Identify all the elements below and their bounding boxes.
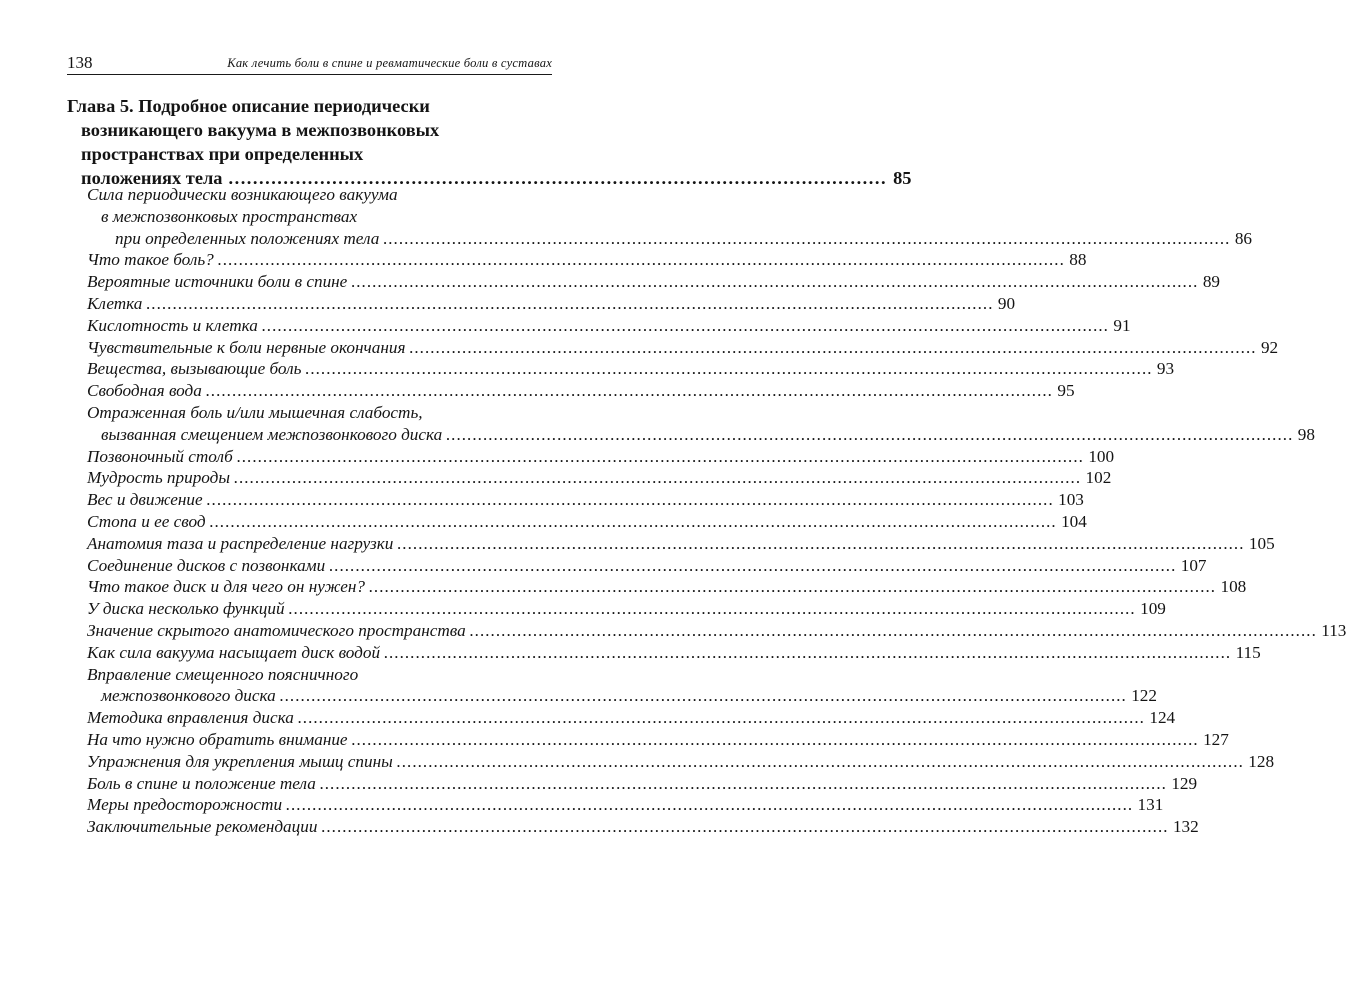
toc-entry-title: Отраженная боль и/или мышечная слабость, [87, 402, 423, 422]
dot-leader: ................................................................................................................................................................ [279, 686, 1128, 706]
running-header [67, 52, 552, 75]
toc-entry-line [87, 707, 1176, 729]
dot-leader: ................................................................................................................................................................ [217, 250, 1066, 270]
toc-entry-title: Стопа и ее свод [87, 511, 206, 531]
toc-page-number: 127 [1203, 729, 1229, 749]
toc-entry-line [87, 446, 1115, 468]
toc-entry-line [87, 293, 1016, 315]
table-of-contents [87, 184, 1346, 838]
dot-leader: ................................................................................................................................................................ [409, 337, 1257, 357]
toc-entry-title: Заключительные рекомендации [87, 817, 318, 837]
toc-page-number: 100 [1088, 446, 1115, 466]
toc-entry [87, 664, 1157, 708]
toc-entry-line [87, 664, 529, 686]
toc-entry-title: Как сила вакуума насыщает диск водой [87, 642, 381, 662]
toc-entry-title: Вероятные источники боли в спине [87, 272, 348, 292]
toc-entry-line [87, 816, 1199, 838]
toc-entry [87, 816, 1199, 838]
toc-page-number: 108 [1220, 577, 1247, 597]
toc-entry-title: Что такое боль? [87, 250, 214, 270]
toc-entry-line [87, 337, 1279, 359]
toc-entry-title: Упражнения для укрепления мышц спины [87, 751, 393, 771]
toc-entry-title: Боль в спине и положение тела [87, 773, 316, 793]
toc-page-number: 104 [1061, 511, 1087, 531]
toc-page-number: 91 [1113, 315, 1131, 335]
toc-page-number: 129 [1171, 773, 1198, 793]
toc-entry [87, 642, 1261, 664]
dot-leader: ................................................................................................................................................................ [305, 359, 1153, 379]
toc-entry-title: Вправление смещенного поясничного [87, 664, 359, 684]
dot-leader: ................................................................................................................................................................ [206, 490, 1055, 510]
toc-entry-title: Вес и движение [87, 490, 203, 510]
toc-page-number: 132 [1172, 817, 1199, 837]
chapter-title-line: возникающего вакуума в межпозвонковых [81, 120, 440, 140]
toc-entry [87, 315, 1131, 337]
chapter-title-line: пространствах при определенных [81, 144, 364, 164]
toc-entry-line [87, 402, 529, 424]
toc-entry-line [87, 271, 1220, 293]
dot-leader: ................................................................................................................................................................ [383, 228, 1231, 248]
toc-entry-title: У диска несколько функций [87, 599, 285, 619]
toc-entry-line [87, 467, 1112, 489]
toc-entry-title: Свободная вода [87, 381, 202, 401]
toc-entry-title: Анатомия таза и распределение нагрузки [87, 533, 394, 553]
toc-entry-line [87, 576, 1247, 598]
toc-entry-line [87, 249, 1087, 271]
toc-entry [87, 620, 1346, 642]
toc-page-number: 90 [997, 293, 1016, 313]
toc-entry-line [87, 598, 1166, 620]
dot-leader: ................................................................................................................................................................ [236, 446, 1085, 466]
toc-entry-title: в межпозвонковых пространствах [101, 206, 358, 226]
dot-leader: ................................................................................................................................................................ [205, 381, 1054, 401]
toc-entry [87, 293, 1016, 315]
toc-entry-title: Методика вправления диска [87, 708, 294, 728]
toc-entry [87, 729, 1229, 751]
toc-page-number: 109 [1140, 599, 1166, 619]
toc-entry-line [87, 228, 1252, 250]
toc-page-number: 128 [1248, 751, 1275, 771]
toc-entry-title: Что такое диск и для чего он нужен? [87, 577, 365, 597]
toc-entry-line [87, 380, 1075, 402]
toc-entry-line [87, 206, 529, 228]
toc-page-number: 131 [1137, 795, 1164, 815]
toc-entry-line [87, 773, 1198, 795]
toc-entry [87, 598, 1166, 620]
toc-entry [87, 402, 1315, 446]
dot-leader: ................................................................................................................................................................ [351, 272, 1199, 292]
toc-entry-line [87, 751, 1275, 773]
toc-page-number: 88 [1069, 250, 1087, 270]
toc-entry-title: Вещества, вызывающие боль [87, 359, 302, 379]
dot-leader: ................................................................................................................................................................ [351, 729, 1200, 749]
toc-entry [87, 446, 1115, 468]
toc-page-number: 107 [1180, 555, 1207, 575]
toc-entry-title: На что нужно обратить внимание [87, 729, 348, 749]
dot-leader: ................................................................................................................................................................ [319, 773, 1168, 793]
toc-entry [87, 249, 1087, 271]
dot-leader: ................................................................................................................................................................ [368, 577, 1217, 597]
toc-entry [87, 337, 1279, 359]
toc-entry-line [87, 620, 1346, 642]
dot-leader: ................................................................................................................................................................ [329, 555, 1177, 575]
toc-entry-title: Мудрость природы [87, 468, 231, 488]
toc-entry [87, 794, 1164, 816]
chapter-page-number: 85 [893, 168, 912, 188]
toc-entry-title: межпозвонкового диска [101, 686, 276, 706]
dot-leader: ................................................................................................................................................................ [469, 620, 1318, 640]
toc-entry [87, 707, 1176, 729]
toc-page-number: 95 [1057, 381, 1075, 401]
toc-page-number: 115 [1235, 642, 1261, 662]
dot-leader: ................................................................................................................................................................ [209, 511, 1058, 531]
toc-entry [87, 555, 1207, 577]
toc-entry [87, 489, 1084, 511]
dot-leader: ................................................................................................................................................................ [297, 708, 1146, 728]
toc-entry-line [87, 794, 1164, 816]
toc-entry-line [87, 184, 529, 206]
chapter-title-line: положениях тела [81, 168, 223, 188]
toc-entry [87, 751, 1275, 773]
toc-entry [87, 576, 1247, 598]
toc-page-number: 113 [1321, 620, 1346, 640]
toc-entry-title: при определенных положениях тела [115, 228, 380, 248]
toc-entry-line [87, 511, 1087, 533]
dot-leader: ............................................................................................................ [228, 168, 888, 188]
toc-entry [87, 271, 1220, 293]
toc-entry [87, 533, 1275, 555]
toc-entry [87, 184, 1252, 249]
toc-entry-line [87, 489, 1084, 511]
toc-entry-title: Кислотность и клетка [87, 315, 258, 335]
toc-page-number: 92 [1260, 337, 1279, 357]
toc-entry-title: Клетка [87, 293, 143, 313]
dot-leader: ................................................................................................................................................................ [146, 293, 994, 313]
toc-entry-line [87, 315, 1131, 337]
toc-page-number: 89 [1202, 272, 1220, 292]
dot-leader: ................................................................................................................................................................ [384, 642, 1232, 662]
toc-page-number: 103 [1058, 490, 1084, 510]
toc-entry-line [87, 642, 1261, 664]
toc-entry [87, 511, 1087, 533]
toc-entry-line [87, 729, 1229, 751]
toc-entry-title: Значение скрытого анатомического пространства [87, 620, 466, 640]
running-title: Как лечить боли в спине и ревматические боли в суставах [227, 56, 552, 70]
toc-entry [87, 358, 1175, 380]
toc-entry-title: Сила периодически возникающего вакуума [87, 185, 398, 204]
toc-page-number: 105 [1248, 533, 1275, 553]
toc-page-number: 98 [1297, 424, 1315, 444]
dot-leader: ................................................................................................................................................................ [261, 315, 1110, 335]
toc-entry [87, 467, 1112, 489]
toc-page-number: 124 [1149, 708, 1176, 728]
toc-entry-title: Чувствительные к боли нервные окончания [87, 337, 406, 357]
dot-leader: ................................................................................................................................................................ [397, 533, 1245, 553]
toc-entry [87, 773, 1198, 795]
toc-entry-line [87, 358, 1175, 380]
toc-page-number: 93 [1156, 359, 1175, 379]
toc-entry-line [87, 555, 1207, 577]
toc-page-number: 102 [1085, 468, 1112, 488]
toc-entry-line [87, 685, 1157, 707]
dot-leader: ................................................................................................................................................................ [446, 424, 1294, 444]
toc-entry [87, 380, 1075, 402]
toc-entry-title: Позвоночный столб [87, 446, 233, 466]
chapter-title-line: Глава 5. Подробное описание периодически [67, 96, 430, 116]
dot-leader: ................................................................................................................................................................ [321, 817, 1169, 837]
toc-entry-title: Соединение дисков с позвонками [87, 555, 326, 575]
dot-leader: ................................................................................................................................................................ [396, 751, 1245, 771]
toc-entry-line [87, 424, 1315, 446]
toc-entry-line [87, 533, 1275, 555]
chapter-heading [67, 94, 912, 190]
dot-leader: ................................................................................................................................................................ [286, 795, 1134, 815]
toc-page-number: 122 [1131, 686, 1157, 706]
dot-leader: ................................................................................................................................................................ [234, 468, 1082, 488]
toc-page-number: 86 [1234, 228, 1252, 248]
toc-entry-title: вызванная смещением межпозвонкового диска [101, 424, 443, 444]
page-number: 138 [67, 53, 93, 72]
toc-entry-title: Меры предосторожности [87, 795, 283, 815]
dot-leader: ................................................................................................................................................................ [288, 599, 1137, 619]
